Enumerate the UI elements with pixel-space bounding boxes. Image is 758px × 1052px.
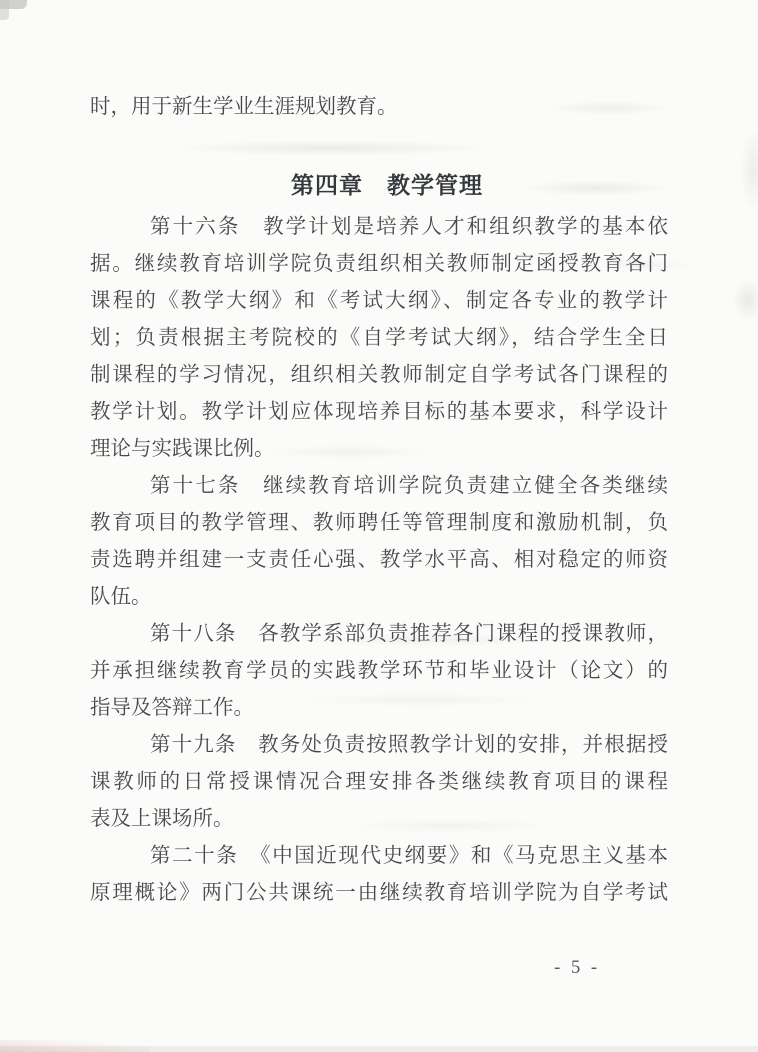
scan-corner-artifact: [0, 0, 9, 20]
text-line: 教育项目的教学管理、教师聘任等管理制度和激励机制，负: [90, 512, 668, 534]
text-line: 课教师的日常授课情况合理安排各类继续教育项目的课程: [90, 771, 668, 793]
chapter-heading: 第四章 教学管理: [291, 173, 483, 198]
carryover-text-line: 时，用于新生学业生涯规划教育。: [90, 96, 398, 118]
document-body: [90, 209, 668, 912]
text-line: 第十九条 教务处负责按照教学计划的安排，并根据授: [150, 734, 668, 756]
text-line: 第二十条 《中国近现代史纲要》和《马克思主义基本: [150, 845, 668, 867]
scan-corner-artifact: [0, 1040, 150, 1052]
page-number: - 5 -: [554, 958, 600, 978]
text-line: 队伍。: [90, 586, 152, 608]
scan-corner-artifact: [0, 0, 27, 9]
text-line: 制课程的学习情况，组织相关教师制定自学考试各门课程的: [90, 364, 668, 386]
text-line: 第十八条 各教学系部负责推荐各门课程的授课教师，: [150, 623, 668, 645]
text-line: 第十七条 继续教育培训学院负责建立健全各类继续: [150, 475, 668, 497]
text-line: 教学计划。教学计划应体现培养目标的基本要求，科学设计: [90, 401, 668, 423]
text-line: 指导及答辩工作。: [90, 697, 254, 719]
text-line: 课程的《教学大纲》和《考试大纲》、制定各专业的教学计: [90, 290, 668, 312]
text-line: 理论与实践课比例。: [90, 438, 275, 460]
text-line: 并承担继续教育学员的实践教学环节和毕业设计（论文）的: [90, 660, 668, 682]
text-line: 第十六条 教学计划是培养人才和组织教学的基本依: [150, 216, 668, 238]
scan-edge-shadow: [0, 1046, 758, 1052]
text-line: 划；负责根据主考院校的《自学考试大纲》，结合学生全日: [90, 327, 668, 349]
text-line: 责选聘并组建一支责任心强、教学水平高、相对稳定的师资: [90, 549, 668, 571]
text-line: 表及上课场所。: [90, 808, 234, 830]
text-line: 据。继续教育培训学院负责组织相关教师制定函授教育各门: [90, 253, 668, 275]
text-line: 原理概论》两门公共课统一由继续教育培训学院为自学考试: [90, 882, 668, 904]
